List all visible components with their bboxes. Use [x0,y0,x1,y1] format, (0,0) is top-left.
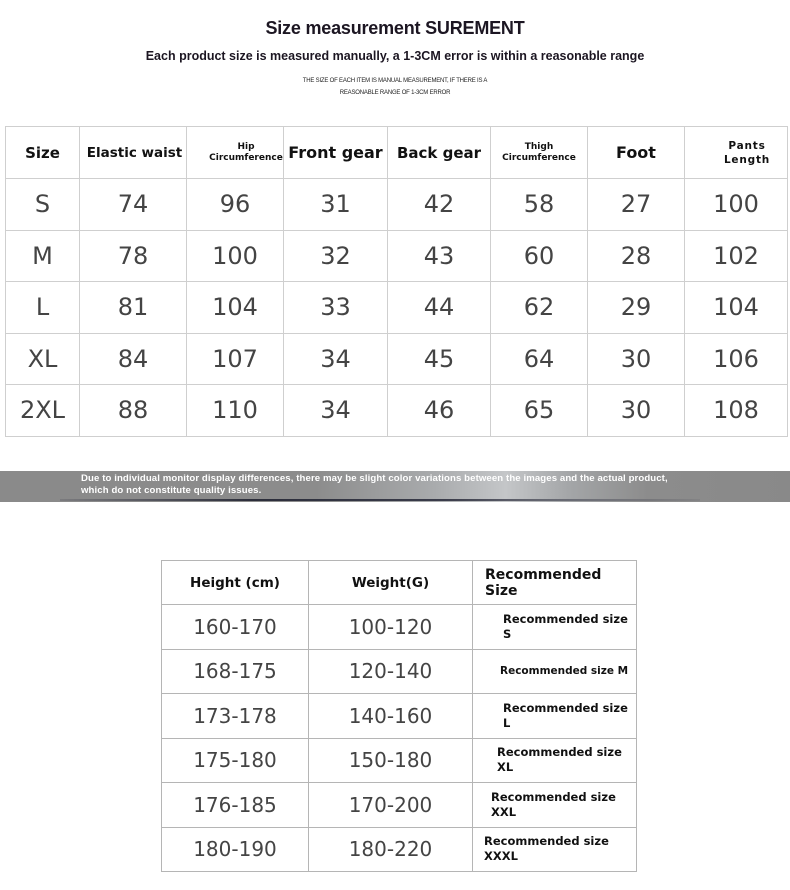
cell-hip: 96 [187,179,284,231]
recommend-row [162,827,637,872]
cell-height: 160-170 [162,605,309,650]
cell-front-gear: 34 [284,333,388,385]
cell-elastic-waist: 78 [80,230,187,282]
cell-back-gear: 45 [388,333,491,385]
recommend-header-row [162,561,637,605]
cell-pants-length: 104 [685,282,788,334]
header-height: Height (cm) [162,561,309,605]
header-thigh-line1: Thigh [524,141,554,152]
size-row-s [6,179,788,231]
cell-size: S [6,179,80,231]
cell-weight: 170-200 [309,783,473,828]
recommend-row [162,738,637,783]
banner-text-line2: which do not constitute quality issues. [81,485,262,496]
rec-line2: S [503,626,512,641]
cell-foot: 27 [588,179,685,231]
cell-hip: 100 [187,230,284,282]
cell-foot: 30 [588,333,685,385]
header-foot: Foot [588,127,685,179]
cell-height: 173-178 [162,694,309,739]
cell-thigh: 65 [491,385,588,437]
size-row-m [6,230,788,282]
color-disclaimer-banner [0,471,790,502]
cell-recommended-size [473,649,637,694]
rec-line1: Recommended size [497,745,622,760]
cell-front-gear: 31 [284,179,388,231]
cell-recommended-size [473,827,637,872]
cell-elastic-waist: 81 [80,282,187,334]
size-row-2xl [6,385,788,437]
cell-height: 175-180 [162,738,309,783]
header-hip-circumference [187,127,284,179]
rec-line2: XXL [491,804,517,819]
cell-thigh: 64 [491,333,588,385]
header-weight: Weight(G) [309,561,473,605]
size-table-header-row [6,127,788,179]
cell-recommended-size [473,738,637,783]
cell-hip: 104 [187,282,284,334]
header-pants-line1: Pants [728,139,766,152]
cell-recommended-size [473,783,637,828]
cell-weight: 100-120 [309,605,473,650]
cell-size: 2XL [6,385,80,437]
cell-foot: 29 [588,282,685,334]
cell-back-gear: 44 [388,282,491,334]
recommend-row [162,783,637,828]
cell-elastic-waist: 74 [80,179,187,231]
recommend-row [162,649,637,694]
cell-foot: 28 [588,230,685,282]
cell-front-gear: 33 [284,282,388,334]
cell-height: 168-175 [162,649,309,694]
cell-thigh: 58 [491,179,588,231]
size-recommendation-table [161,560,637,872]
cell-recommended-size [473,605,637,650]
cell-size: XL [6,333,80,385]
rec-line1: Recommended size [484,834,609,849]
cell-elastic-waist: 88 [80,385,187,437]
rec-line2: XL [497,760,514,775]
cell-back-gear: 46 [388,385,491,437]
header-thigh-circumference [491,127,588,179]
cell-size: M [6,230,80,282]
header-front-gear: Front gear [284,127,388,179]
header-back-gear: Back gear [388,127,491,179]
size-row-xl [6,333,788,385]
rec-line2: XXXL [484,849,518,864]
header-pants-length [685,127,788,179]
header-size: Size [6,127,80,179]
cell-hip: 107 [187,333,284,385]
recommend-row [162,605,637,650]
banner-underline [60,499,700,501]
cell-back-gear: 43 [388,230,491,282]
cell-elastic-waist: 84 [80,333,187,385]
cell-pants-length: 100 [685,179,788,231]
cell-pants-length: 108 [685,385,788,437]
header-thigh-line2: Circumference [502,152,576,163]
measurement-note-line2: REASONABLE RANGE OF 1-3CM ERROR [339,90,451,96]
cell-front-gear: 34 [284,385,388,437]
header-elastic-waist: Elastic waist [80,127,187,179]
cell-thigh: 60 [491,230,588,282]
cell-recommended-size [473,694,637,739]
recommend-row [162,694,637,739]
cell-thigh: 62 [491,282,588,334]
measurement-note-line1: THE SIZE OF EACH ITEM IS MANUAL MEASUREMENT, IF THERE IS A [302,78,488,84]
size-measurement-table [5,126,788,437]
cell-pants-length: 106 [685,333,788,385]
cell-size: L [6,282,80,334]
size-row-l [6,282,788,334]
header-hip-line2: Circumference [209,152,283,163]
header-recommended-size: Recommended Size [473,561,637,605]
cell-weight: 150-180 [309,738,473,783]
page-subtitle: Each product size is measured manually, a 1-3CM error is within a reasonable range [145,49,645,63]
page-title: Size measurement SUREMENT [265,18,525,38]
cell-pants-length: 102 [685,230,788,282]
rec-line1: Recommended size [503,611,628,626]
header-pants-line2: Length [723,153,771,166]
cell-back-gear: 42 [388,179,491,231]
cell-weight: 120-140 [309,649,473,694]
rec-line1: Recommended size M [500,664,629,677]
cell-height: 176-185 [162,783,309,828]
rec-line1: Recommended size [491,789,616,804]
cell-height: 180-190 [162,827,309,872]
rec-line1: Recommended size L [503,700,628,730]
cell-front-gear: 32 [284,230,388,282]
cell-hip: 110 [187,385,284,437]
cell-foot: 30 [588,385,685,437]
header-hip-line1: Hip [237,141,255,152]
cell-weight: 140-160 [309,694,473,739]
banner-text [81,473,668,497]
cell-weight: 180-220 [309,827,473,872]
banner-text-line1: Due to individual monitor display differences, there may be slight color variations between the images and the actual product, [81,473,668,484]
